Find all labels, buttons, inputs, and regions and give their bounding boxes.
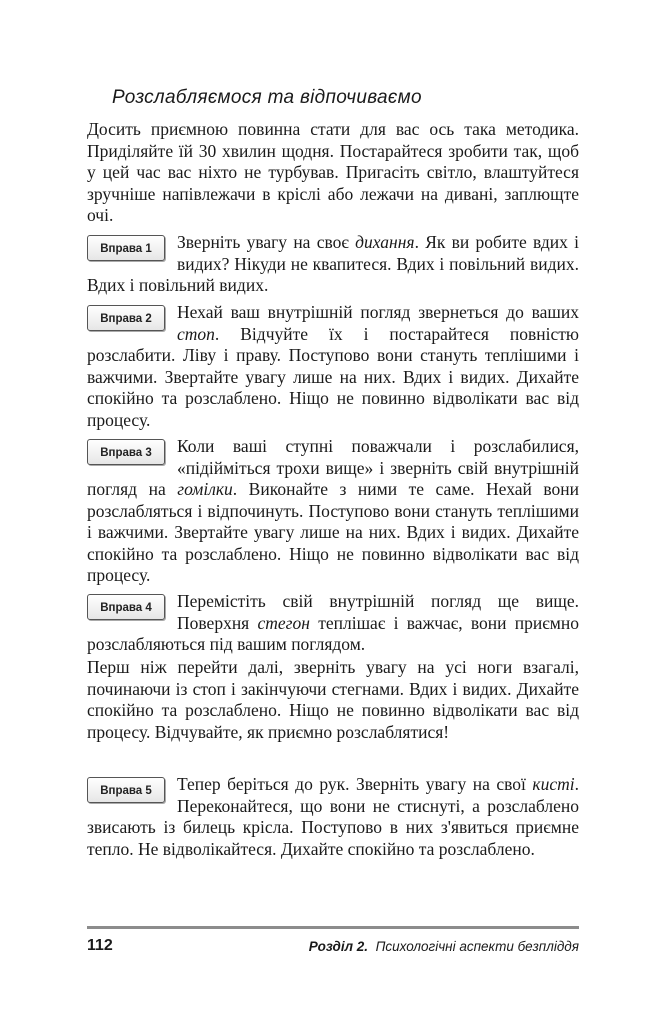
exercise-badge: Вправа 4 [87, 594, 165, 620]
exercise-badge: Вправа 2 [87, 305, 165, 331]
middle-paragraph: Перш ніж перейти далі, зверніть увагу на усі ноги взагалі, починаючи із стоп і закінчуючи стегнами. Вдих і видих. Дихайте спокійно та розслаблено. Ніщо не повинно відволікати вас від процесу. Відчувайте, як приємно розслаблятися! [87, 657, 579, 742]
section-title: Розслабляємося та відпочиваємо [112, 87, 422, 108]
exercise-3 [87, 436, 579, 587]
exercise-4 [87, 591, 579, 656]
exercise-1 [87, 232, 579, 297]
exercise-text: Коли ваші ступні поважчали і розслабилися, «підійміться трохи вище» і зверніть свій внутрішній погляд на [87, 436, 579, 499]
exercise-badge: Вправа 5 [87, 777, 165, 803]
footer-divider [87, 926, 579, 929]
running-head [309, 939, 579, 954]
exercise-text: . Виконайте з ними те саме. Нехай вони розслабляться і відпочинуть. Поступово вони стануть теплішими і важчими. Звертайте увагу лише на них. Вдих і видих. Дихайте спокійно та розслаблено. Ніщо не повинно відволікати вас від процесу. [87, 479, 579, 585]
exercise-emphasis: гомілки [177, 479, 233, 499]
exercise-emphasis: кисті [532, 774, 575, 794]
exercise-emphasis: стоп [177, 323, 215, 344]
exercise-badge: Вправа 3 [87, 439, 165, 465]
exercise-text: Тепер беріться до рук. Зверніть увагу на свої [177, 774, 533, 794]
page-number: 112 [87, 937, 113, 954]
exercise-text: Зверніть увагу на своє [177, 232, 356, 252]
chapter-title: Психологічні аспекти безпліддя [375, 939, 579, 954]
exercise-text: Нехай ваш внутрішній погляд звернеться до ваших [177, 302, 579, 322]
exercise-5 [87, 774, 579, 860]
chapter-label: Розділ 2. [308, 939, 369, 954]
intro-paragraph: Досить приємною повинна стати для вас ось така методика. Приділяйте їй 30 хвилин щодня. Постарайтеся зробити так, щоб у цей час вас ніхто не турбував. Пригасіть світло, влаштуйтеся зручніше напівлежачи в кріслі або лежачи на дивані, заплющте очі. [87, 119, 579, 225]
exercise-text: . Переконайтеся, що вони не стиснуті, а розслаблено звисають із билець крісла. Поступово в них з'явиться приємне тепло. Не відволікайтеся. Дихайте спокійно та розслаблено. [87, 774, 579, 859]
exercise-text: Перемістіть свій внутрішній погляд ще вище. Поверхня [177, 591, 579, 633]
exercise-emphasis: стегон [257, 612, 310, 633]
exercise-emphasis: дихання [355, 232, 415, 252]
exercise-text: . Як ви робите вдих і видих? Нікуди не квапитеся. Вдих і повільний видих. Вдих і повільний видих. [87, 232, 579, 295]
exercise-text: . Відчуйте їх і постарайтеся повністю розслабити. Ліву і праву. Поступово вони стануть теплішими і важчими. Звертайте увагу лише на них. Вдих і видих. Дихайте спокійно та розслаблено. Ніщо не повинно відволікати вас від процесу. [87, 323, 579, 430]
exercise-2 [87, 302, 579, 431]
exercise-badge: Вправа 1 [87, 235, 165, 261]
exercise-text: теплішає і важчає, вони приємно розслабляються під вашим поглядом. [87, 612, 579, 654]
